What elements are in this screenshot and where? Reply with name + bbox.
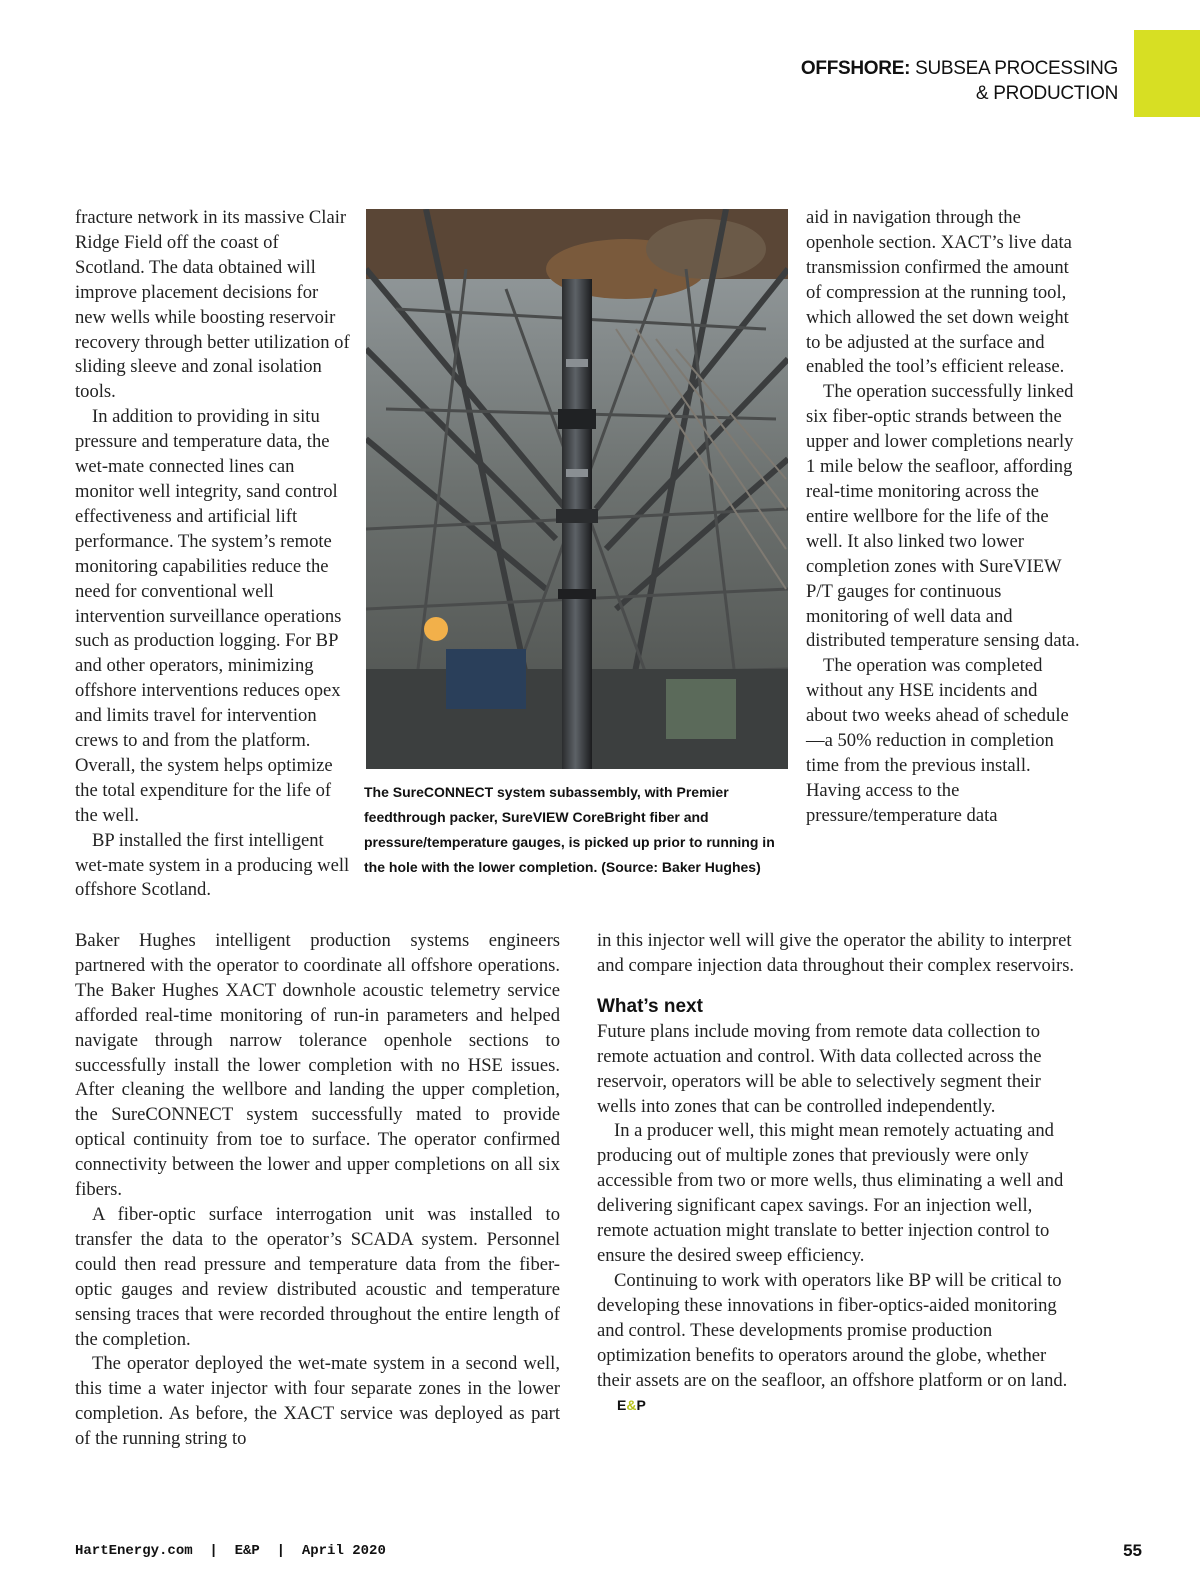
left-column-top [75,206,350,903]
page-number: 55 [1123,1541,1142,1560]
section-title-line2: & PRODUCTION [975,83,1118,104]
section-color-tab [1134,30,1200,117]
right-column-bottom [597,929,1082,1418]
section-subhead: What’s next [597,995,703,1017]
body-paragraph: A fiber-optic surface interrogation unit was installed to transfer the data to the operator’s SCADA system. Personnel could then read pressure and temperature data from the fiber-optic gauges and review distributed acoustic and temperature sensing traces that were recorded throughout the entire length of the completion. [75,1203,560,1350]
body-paragraph: In a producer well, this might mean remotely actuating and producing out of multiple zones that previously were only accessible from two or more wells, thus eliminating a well and delivering significant capex savings. For an injection well, remote actuation might translate to better injection control to ensure the desired sweep efficiency. [597,1120,1064,1266]
body-paragraph: The operator deployed the wet-mate system in a second well, this time a water injector with four separate zones in the lower completion. As before, the XACT service was deployed as part of the running string to [75,1353,560,1450]
body-paragraph: aid in navigation through the openhole section. XACT’s live data transmission confirmed the amount of compression at the running tool, which allowed the set down weight to be adjusted at the surface and enabled the tool’s efficient release. [806,207,1072,378]
body-paragraph: Future plans include moving from remote data collection to remote actuation and control. With data collected across the reservoir, operators will be able to selectively segment their wells into zones that can be controlled independently. [597,1020,1042,1117]
section-title: SUBSEA PROCESSING [910,58,1118,79]
body-paragraph: The operation successfully linked six fiber-optic strands between the upper and lower completions nearly 1 mile below the seafloor, affording real-time monitoring across the entire wellbore for the life of the well. It also linked two lower completion zones with SureVIEW P/T gauges for continuous monitoring of well data and distributed temperature sensing data. [806,381,1080,652]
body-paragraph: In addition to providing in situ pressure and temperature data, the wet-mate connected lines can monitor well integrity, sand control effectiveness and artificial lift performance. The system’s remote monitoring capabilities reduce the need for conventional well intervention surveillance operations such as production logging. For BP and other operators, minimizing offshore interventions reduces opex and limits travel for intervention crews to and from the platform. Overall, the system helps optimize the total expenditure for the life of the well. [75,406,342,826]
body-paragraph: Baker Hughes intelligent production systems engineers partnered with the operator to coordinate all offshore operations. The Baker Hughes XACT downhole acoustic telemetry service afforded real-time monitoring of run-in parameters and helped navigate through narrow tolerance openhole sections to successfully install the lower completion with no HSE issues. After cleaning the wellbore and landing the upper completion, the SureCONNECT system successfully mated to provide optical continuity from toe to surface. The operator confirmed connectivity between the lower and upper completions on all six fibers. [75,930,560,1201]
section-header [801,56,1118,106]
body-paragraph: The operation was completed without any HSE incidents and about two weeks ahead of schedule—a 50% reduction in completion time from the previous install. Having access to the pressure/temperature data [806,655,1069,826]
section-label: OFFSHORE: [800,58,911,79]
right-column-top [806,206,1081,829]
article-photo [366,209,788,769]
left-column-bottom [75,929,560,1452]
body-paragraph: in this injector well will give the operator the ability to interpret and compare injection data throughout their complex reservoirs. [597,930,1075,976]
body-paragraph: BP installed the first intelligent wet-mate system in a producing well offshore Scotland. [75,829,350,901]
caption-source: (Source: Baker Hughes) [601,858,761,875]
caption-text: The SureCONNECT system subassembly, with Premier feedthrough packer, SureVIEW CoreBright fiber and pressure/temperature gauges, is picked up prior to running in the hole with the lower completion. [364,784,775,875]
body-paragraph: fracture network in its massive Clair Ridge Field off the coast of Scotland. The data obtained will improve placement decisions for new wells while boosting reservoir recovery through better utilization of sliding sleeve and zonal isolation tools. [75,207,350,403]
final-paragraph-text: Continuing to work with operators like BP will be critical to developing these innovations in fiber-optics-aided monitoring and control. These developments promise production optimization benefits to operators around the globe, whether their assets are on the seafloor, an offshore platform or on land. [597,1269,1068,1391]
end-mark-logo: E&P [617,1397,646,1414]
footer-publication: HartEnergy.com | E&P | April 2020 [75,1543,386,1559]
rig-derrick-photo [366,209,788,769]
body-paragraph-final [597,1269,1082,1418]
photo-caption [364,780,784,880]
